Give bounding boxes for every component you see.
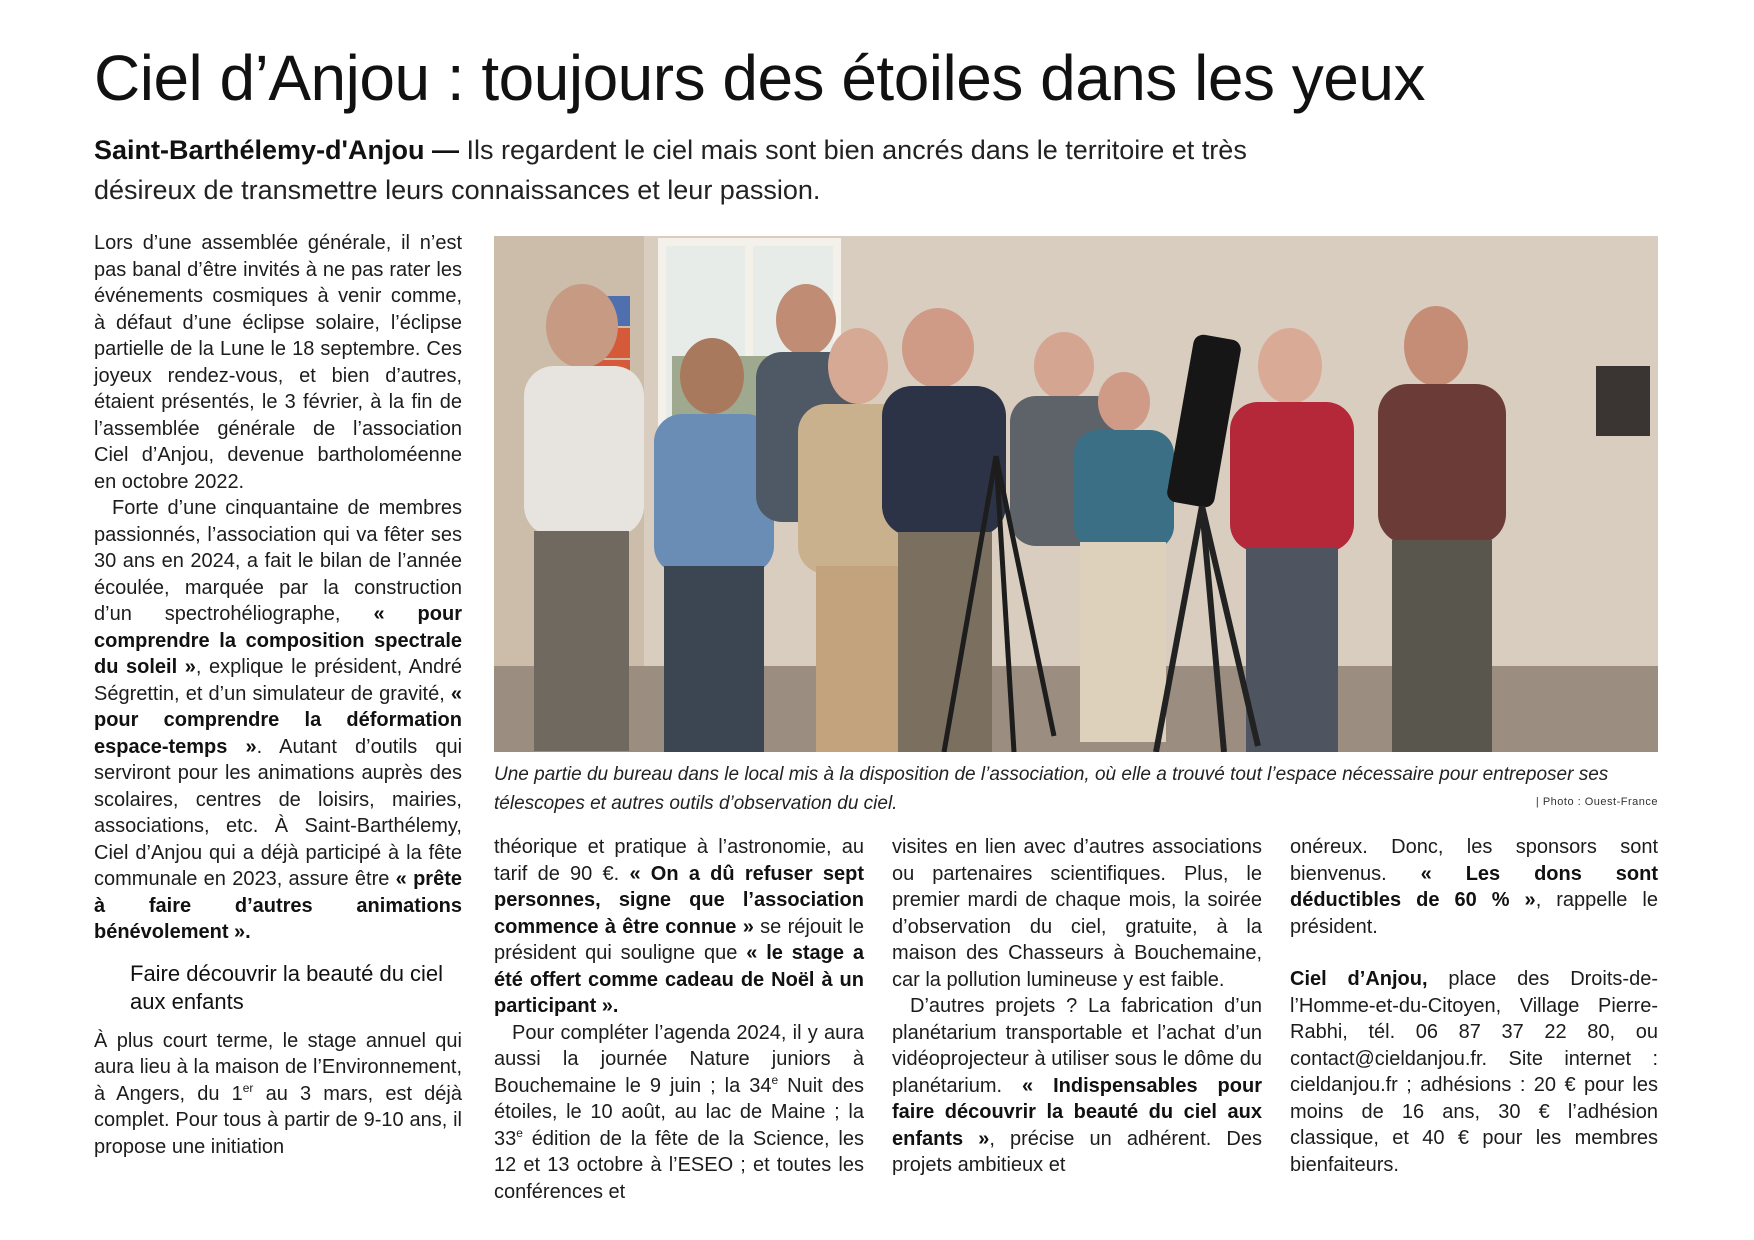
- paragraph: théorique et pratique à l’astronomie, au tarif de 90 €. « On a dû refuser sept personnes, signe que l’association commence à être connue » se réjouit le président qui souligne que « le stage a été offert comme cadeau de Noël à un participant ».: [494, 836, 865, 1017]
- standfirst-text: Ils regardent le ciel mais sont bien ancrés dans le territoire et très désireux de transmettre leurs connaissances et leur passion.: [94, 135, 1247, 205]
- article-headline: Ciel d’Anjou : toujours des étoiles dans les yeux: [94, 42, 1425, 114]
- paragraph: À plus court terme, le stage annuel qui aura lieu à la maison de l’Environnement, à Angers, du 1er au 3 mars, est déjà complet. Pour tous à partir de 9-10 ans, il propose une initiation: [94, 1029, 462, 1158]
- article-column-2: [494, 834, 864, 1205]
- paragraph: visites en lien avec d’autres associations ou partenaires scientifiques. Plus, le premier mardi de chaque mois, la soirée d’observation du ciel, gratuite, à la maison des Chasseurs à Bouchemaine, car la pollution lumineuse y est faible.: [892, 836, 1262, 991]
- section-subhead: Faire découvrir la beauté du ciel aux enfants: [130, 960, 444, 1014]
- article-column-3: [892, 834, 1262, 1179]
- group-photo: [494, 236, 1658, 752]
- photo-credit: | Photo : Ouest-France: [1535, 796, 1658, 808]
- contact-info: Ciel d’Anjou, place des Droits-de-l’Homme-et-du-Citoyen, Village Pierre-Rabhi, tél. 06 87 37 22 80, ou contact@cieldanjou.fr. Site internet : cieldanjou.fr ; adhésions : 20 € pour les moins de 16 ans, 30 € l’adhésion classique, et 40 € pour les membres bienfaiteurs.: [1290, 968, 1658, 1176]
- article-column-4: [1290, 834, 1658, 1178]
- paragraph: D’autres projets ? La fabrication d’un planétarium transportable et l’achat d’un vidéoprojecteur à utiliser sous le dôme du planétarium. « Indispensables pour faire découvrir la beauté du ciel aux enfants », précise un adhérent. Des projets ambitieux et: [892, 995, 1262, 1176]
- photo-caption: Une partie du bureau dans le local mis à la disposition de l’association, où elle a trouvé tout l’espace nécessaire pour entreposer ses télescopes et autres outils d’observation du ciel.: [494, 764, 1609, 814]
- article-column-1: [94, 230, 462, 1160]
- paragraph: Forte d’une cinquantaine de membres passionnés, l’association qui va fêter ses 30 ans en 2024, a fait le bilan de l’année écoulée, marquée par la construction d’un spectrohéliographe, « pour comprendre la composition spectrale du soleil », explique le président, André Ségrettin, et d’un simulateur de gravité, « pour comprendre la déformation espace-temps ». Autant d’outils qui serviront pour les animations auprès des scolaires, centres de loisirs, mairies, associations, etc. À Saint-Barthélemy, Ciel d’Anjou qui a déjà participé à la fête communale en 2023, assure être « prête à faire d’autres animations bénévolement ».: [94, 497, 463, 943]
- dateline-place: Saint-Barthélemy-d'Anjou —: [94, 135, 459, 165]
- article-standfirst: [94, 130, 1314, 210]
- paragraph: onéreux. Donc, les sponsors sont bienvenus. « Les dons sont déductibles de 60 % », rappelle le président.: [1290, 836, 1658, 938]
- paragraph: Pour compléter l’agenda 2024, il y aura aussi la journée Nature juniors à Bouchemaine le 9 juin ; la 34e Nuit des étoiles, le 10 août, au lac de Maine ; la 33e édition de la fête de la Science, les 12 et 13 octobre à l’ESEO ; et toutes les conférences et: [494, 1021, 864, 1203]
- paragraph: Lors d’une assemblée générale, il n’est pas banal d’être invités à ne pas rater les événements cosmiques à venir comme, à défaut d’une éclipse solaire, l’éclipse partielle de la Lune le 18 septembre. Ces joyeux rendez-vous, et bien d’autres, étaient présentés, le 3 février, à la fin de l’assemblée générale de l’association Ciel d’Anjou, devenue bartholoméenne en octobre 2022.: [94, 232, 462, 493]
